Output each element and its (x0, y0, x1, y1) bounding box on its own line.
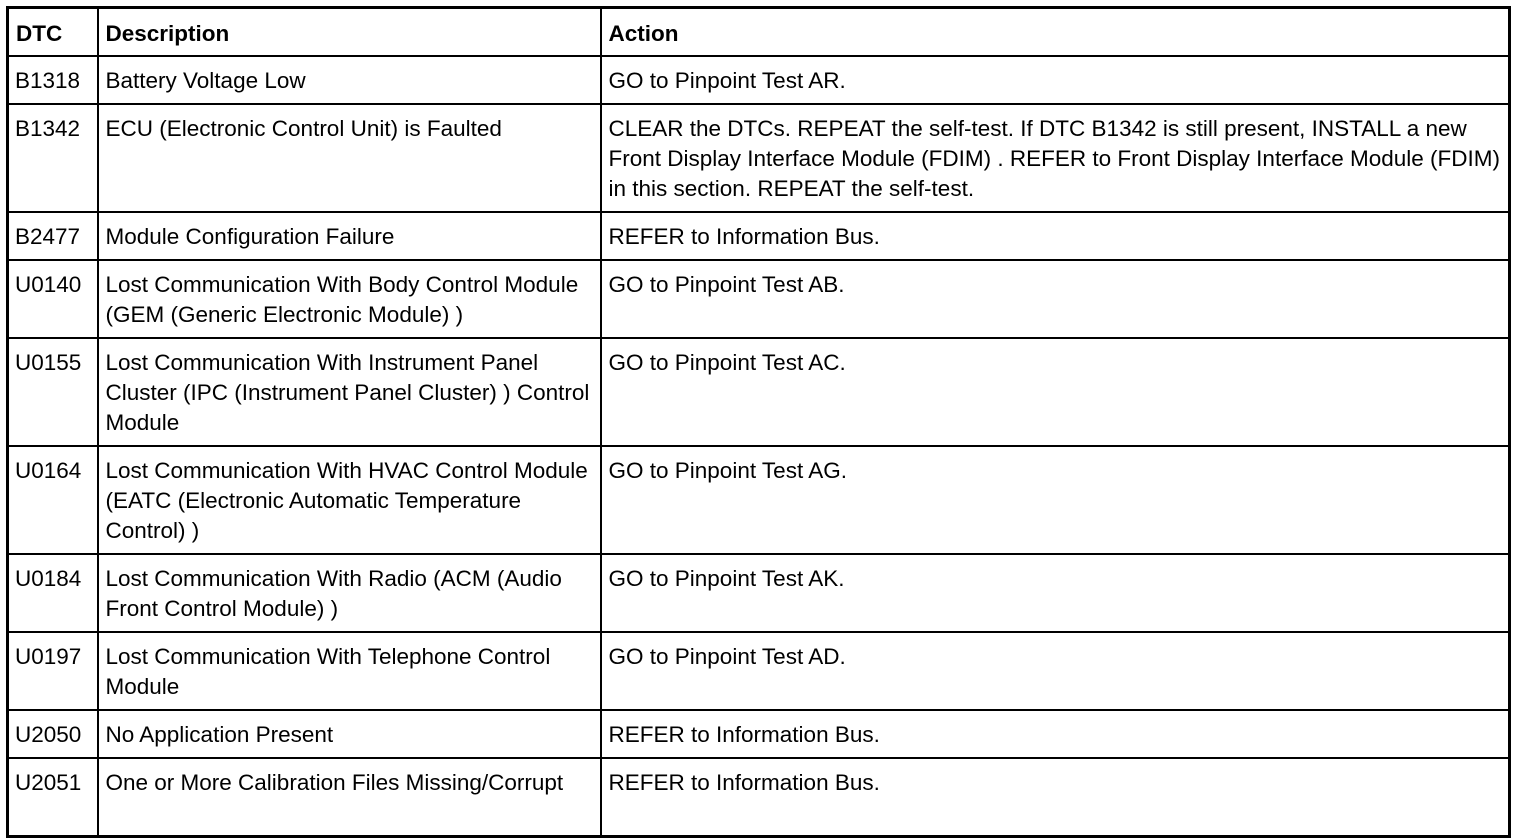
table-row (8, 260, 1510, 338)
dtc-action: GO to Pinpoint Test AB. (601, 260, 1510, 338)
table-row (8, 212, 1510, 260)
table-row (8, 446, 1510, 554)
dtc-code: U2051 (8, 758, 98, 837)
table-row (8, 56, 1510, 104)
dtc-code: B1318 (8, 56, 98, 104)
dtc-description: Module Configuration Failure (98, 212, 601, 260)
dtc-description: One or More Calibration Files Missing/Corrupt (98, 758, 601, 837)
dtc-action: REFER to Information Bus. (601, 758, 1510, 837)
table-row (8, 632, 1510, 710)
dtc-code: U0155 (8, 338, 98, 446)
header-description: Description (98, 8, 601, 57)
table-row (8, 104, 1510, 212)
dtc-action: GO to Pinpoint Test AK. (601, 554, 1510, 632)
dtc-description: No Application Present (98, 710, 601, 758)
dtc-code: U0184 (8, 554, 98, 632)
table-row (8, 338, 1510, 446)
dtc-action: GO to Pinpoint Test AG. (601, 446, 1510, 554)
table-row (8, 758, 1510, 837)
dtc-code: U0164 (8, 446, 98, 554)
dtc-table (6, 6, 1511, 838)
dtc-description: Lost Communication With Instrument Panel Cluster (IPC (Instrument Panel Cluster) ) Control Module (98, 338, 601, 446)
dtc-action: GO to Pinpoint Test AD. (601, 632, 1510, 710)
dtc-action: REFER to Information Bus. (601, 710, 1510, 758)
dtc-code: U0197 (8, 632, 98, 710)
header-dtc: DTC (8, 8, 98, 57)
dtc-description: Lost Communication With HVAC Control Module (EATC (Electronic Automatic Temperature Control) ) (98, 446, 601, 554)
dtc-action: GO to Pinpoint Test AR. (601, 56, 1510, 104)
dtc-description: Lost Communication With Body Control Module (GEM (Generic Electronic Module) ) (98, 260, 601, 338)
dtc-code: B2477 (8, 212, 98, 260)
table-row (8, 554, 1510, 632)
dtc-action: REFER to Information Bus. (601, 212, 1510, 260)
dtc-action: CLEAR the DTCs. REPEAT the self-test. If DTC B1342 is still present, INSTALL a new Front Display Interface Module (FDIM) . REFER to Front Display Interface Module (FDIM) in this section. REPEAT the self-test. (601, 104, 1510, 212)
dtc-code: U0140 (8, 260, 98, 338)
dtc-description: Lost Communication With Telephone Control Module (98, 632, 601, 710)
dtc-description: ECU (Electronic Control Unit) is Faulted (98, 104, 601, 212)
table-row (8, 710, 1510, 758)
dtc-action: GO to Pinpoint Test AC. (601, 338, 1510, 446)
header-action: Action (601, 8, 1510, 57)
dtc-description: Battery Voltage Low (98, 56, 601, 104)
dtc-description: Lost Communication With Radio (ACM (Audio Front Control Module) ) (98, 554, 601, 632)
header-row (8, 8, 1510, 57)
dtc-code: U2050 (8, 710, 98, 758)
dtc-code: B1342 (8, 104, 98, 212)
